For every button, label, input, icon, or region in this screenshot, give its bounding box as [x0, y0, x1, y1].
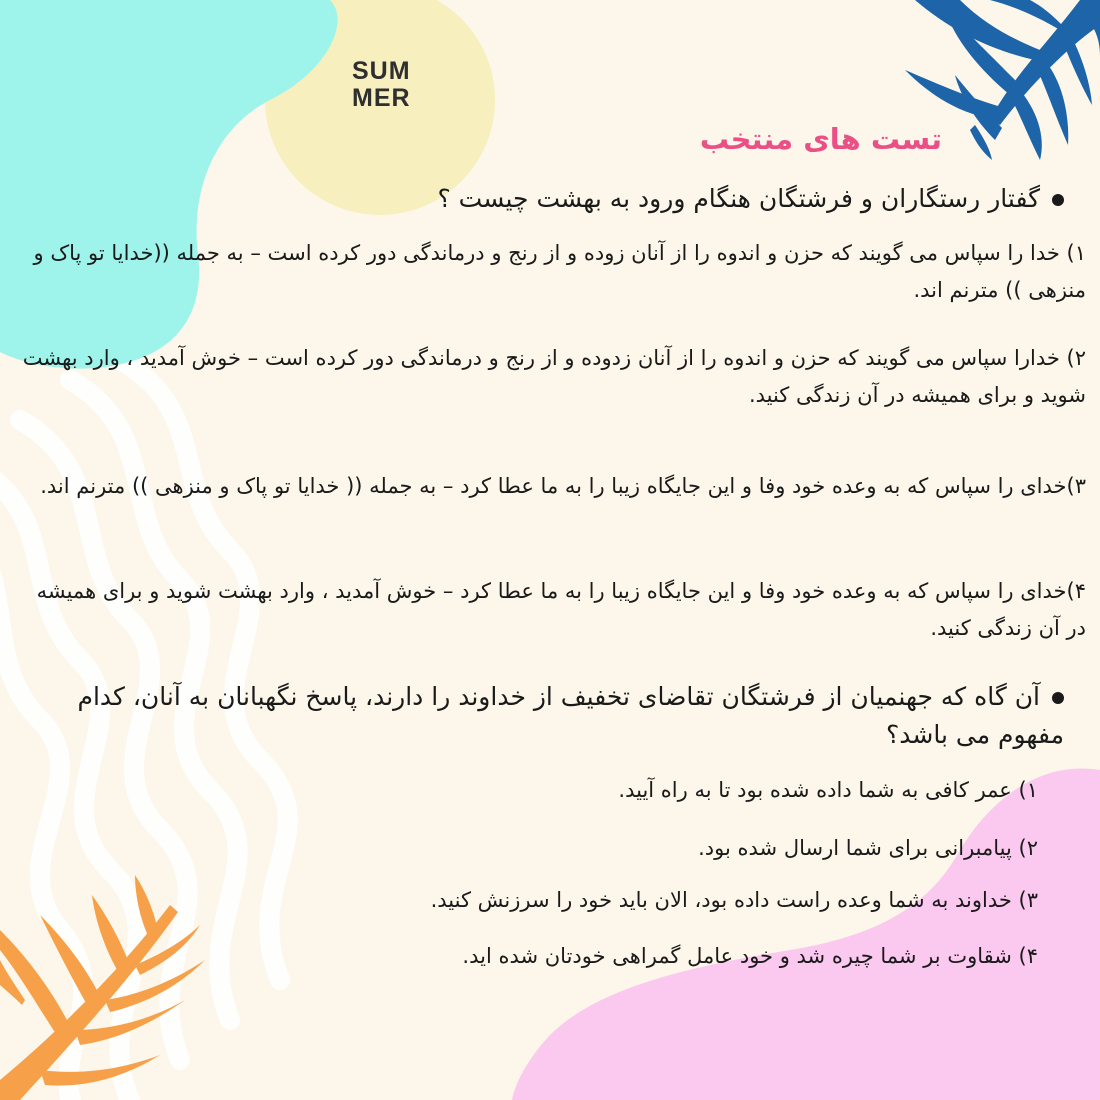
logo-line-2: MER: [352, 84, 411, 112]
bullet-icon: [1052, 194, 1064, 206]
question-1-text: گفتار رستگاران و فرشتگان هنگام ورود به بهشت چیست ؟: [437, 184, 1040, 213]
question-1: [40, 180, 1064, 218]
question-1-option-3: ۳)خدای را سپاس که به وعده خود وفا و این جایگاه زیبا را به ما عطا کرد – به جمله (( خدایا تو پاک و منزهی )) مترنم اند.: [40, 474, 1086, 498]
question-2-option-1: ۱) عمر کافی به شما داده شده بود تا به راه آیید.: [618, 778, 1038, 802]
question-1-option-1: ۱) خدا را سپاس می گویند که حزن و اندوه را از آنان زوده و از رنج و درماندگی دور کرده است – به جمله ((خدایا تو پاک و منزهی )) مترنم اند.: [33, 241, 1086, 302]
pink-blob: [512, 768, 1100, 1100]
bullet-icon: [1052, 692, 1064, 704]
question-2-option-4: ۴) شقاوت بر شما چیره شد و خود عامل گمراهی خودتان شده اید.: [462, 944, 1038, 968]
page-heading: تست های منتخب: [699, 122, 942, 156]
question-2-option-2: ۲) پیامبرانی برای شما ارسال شده بود.: [698, 836, 1038, 860]
question-2-text: آن گاه که جهنمیان از فرشتگان تقاضای تخفیف از خداوند را دارند، پاسخ نگهبانان به آنان، کدام مفهوم می باشد؟: [77, 682, 1064, 749]
question-2: [30, 678, 1064, 754]
summer-logo: [352, 58, 411, 112]
question-2-option-3: ۳) خداوند به شما وعده راست داده بود، الان باید خود را سرزنش کنید.: [430, 888, 1038, 912]
logo-line-1: SUM: [352, 57, 411, 85]
question-1-option-2: ۲) خدارا سپاس می گویند که حزن و اندوه را از آنان زدوده و از رنج و درماندگی دور کرده است – خوش آمدید ، وارد بهشت شوید و برای همیشه در آن زندگی کنید.: [22, 346, 1086, 407]
question-1-option-4: ۴)خدای را سپاس که به وعده خود وفا و این جایگاه زیبا را به ما عطا کرد – خوش آمدید ، وارد بهشت شوید و برای همیشه در آن زندگی کنید.: [36, 579, 1086, 640]
